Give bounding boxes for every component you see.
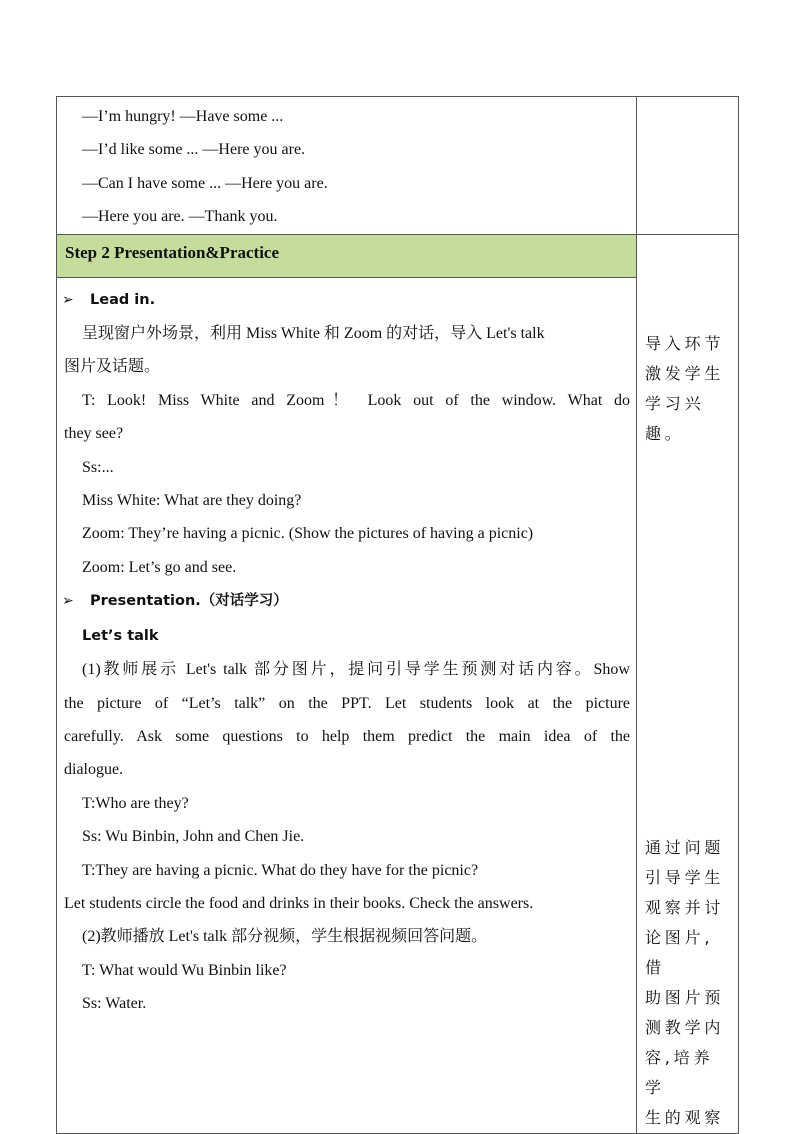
step-header-cell: [57, 234, 637, 277]
note-line: 激发学生: [645, 363, 725, 383]
lead-in-heading: ➢ Lead in.: [64, 283, 630, 317]
teacher-line: T: What would Wu Binbin like?: [82, 961, 287, 979]
presentation-heading: ➢ Presentation.（对话学习）: [64, 584, 630, 618]
paragraph-line: dialogue.: [64, 761, 124, 779]
paragraph-line: (2)教师播放 Let's talk 部分视频，学生根据视频回答问题。: [82, 928, 488, 946]
notes-cell: [637, 234, 739, 1133]
note-line: 容,培养学: [645, 1047, 714, 1097]
note-line: 通过问题: [645, 837, 725, 857]
note-presentation: [637, 833, 738, 1133]
note-line: 引导学生: [645, 867, 725, 887]
lead-in-text: 图片及话题。: [64, 358, 161, 376]
students-line: Ss:...: [82, 458, 114, 476]
bullet-arrow-icon: ➢: [62, 292, 74, 308]
step-body-row: [57, 277, 739, 1133]
lesson-plan-table: [56, 96, 739, 1134]
dialogue-line: —I’m hungry! —Have some ...: [82, 108, 284, 125]
dialogue-line: —Can I have some ... —Here you are.: [82, 174, 328, 192]
paragraph-line: (1)教师展示 Let's talk 部分图片，提问引导学生预测对话内容。Show: [82, 661, 630, 679]
instruction-line: Let students circle the food and drinks in their books. Check the answers.: [64, 894, 534, 912]
dialogue-line: Miss White: What are they doing?: [82, 492, 302, 510]
note-line: 导入环节: [645, 333, 725, 353]
dialogue-line: —Here you are. —Thank you.: [82, 208, 278, 226]
note-line: 助图片预: [645, 987, 725, 1007]
dialogue-line: Zoom: They’re having a picnic. (Show the pictures of having a picnic): [82, 525, 534, 543]
warmup-content-cell: [57, 97, 637, 235]
dialogue-line: Zoom: Let’s go and see.: [82, 558, 237, 576]
teacher-line: T:They are having a picnic. What do they have for the picnic?: [82, 861, 479, 879]
paragraph-line: the picture of “Let’s talk” on the PPT. Let students look at the picture: [64, 694, 630, 712]
note-lead-in: [637, 329, 738, 449]
bullet-arrow-icon: ➢: [62, 594, 74, 610]
paragraph-line: carefully. Ask some questions to help them predict the main idea of the: [64, 727, 630, 745]
warmup-note-cell: [637, 97, 739, 235]
warmup-row: [57, 97, 739, 235]
note-line: 学习兴趣。: [645, 393, 705, 443]
step-header-row: [57, 234, 739, 277]
note-line: 观察并讨: [645, 897, 725, 917]
students-line: Ss: Wu Binbin, John and Chen Jie.: [82, 828, 305, 846]
note-line: 测教学内: [645, 1017, 725, 1037]
lead-in-text: 呈现窗户外场景，利用 Miss White 和 Zoom 的对话，导入 Let's talk: [82, 325, 545, 343]
step-body-cell: [57, 277, 637, 1133]
step-title: Step 2 Presentation&Practice: [65, 242, 280, 262]
teacher-line: T:Who are they?: [82, 794, 189, 812]
students-line: Ss: Water.: [82, 995, 147, 1013]
presentation-subheading: Let’s talk: [82, 627, 159, 644]
dialogue-line: —I’d like some ... —Here you are.: [82, 141, 306, 159]
note-line: 生的观察: [645, 1107, 725, 1127]
teacher-line: they see?: [64, 425, 124, 443]
note-line: 论图片,借: [645, 927, 714, 977]
teacher-line: T: Look! Miss White and Zoom！ Look out of the window. What do: [82, 391, 630, 409]
